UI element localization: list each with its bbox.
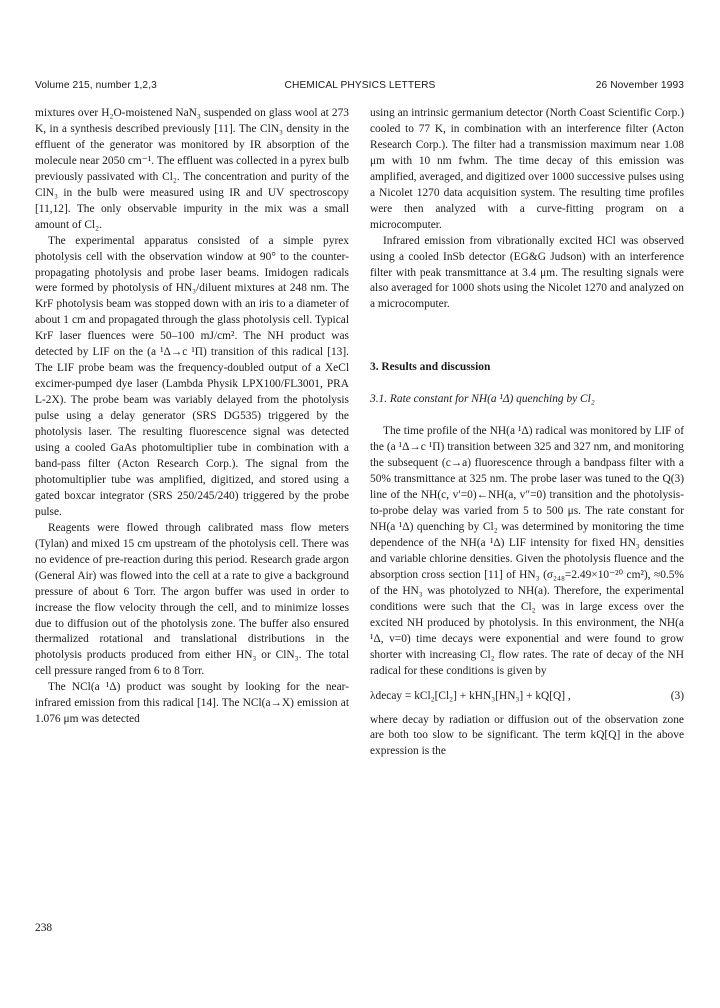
section-heading: 3. Results and discussion [370, 361, 491, 374]
equation-number: (3) [670, 689, 684, 702]
paragraph: Reagents were flowed through calibrated mass flow meters (Tylan) and mixed 15 cm upstream of the photolysis cell. There was no evidence of pre-reaction during this period. Research grade argon (General Air) was flowed into the cell at a rate to give a background pressure of about 6 Torr. The argon buffer was used in order to increase the flow velocity through the cell, and to minimize losses due to diffusion out of the photolysis zone. The buffer also ensured thermalized rotational and translational distributions in the photolysis products produced from either HN₃ or ClN₃. The total cell pressure ranged from 6 to 8 Torr. [35, 521, 349, 678]
equation-body: λdecay = kCl₂[Cl₂] + kHN₃[HN₃] + kQ[Q] , [370, 689, 571, 702]
running-header-volume: Volume 215, number 1,2,3 [35, 80, 157, 91]
paragraph: using an intrinsic germanium detector (North Coast Scientific Corp.) cooled to 77 K, in combination with an interference filter (Acton Research Corp.). The filter had a transmission maximum near 1.08 μm with 10 nm fwhm. The time decay of this emission was amplified, averaged, and digitized over 1000 successive pulses using a Nicolet 1270 data acquisition system. The resulting time profiles were then analyzed with a curve-fitting program on a microcomputer. [370, 107, 684, 231]
paragraph: The time profile of the NH(a ¹Δ) radical was monitored by LIF of the (a ¹Δ→c ¹Π) transition between 325 and 327 nm, and monitoring the subsequent (c→a) fluorescence through a bandpass filter with a 50% transmittance at 325 nm. The probe laser was tuned to the Q(3) line of the NH(c, v′=0)←NH(a, v″=0) transition and the photolysis-to-probe delay was varied from 5 to 500 μs. The rate constant for NH(a ¹Δ) quenching by Cl₂ was determined by monitoring the time dependence of the NH(a ¹Δ) LIF intensity for fixed HN₃ densities and variable chlorine densities. Given the photolysis fluence and the absorption cross section [11] of HN₃ (σ₂₄₈=2.49×10⁻²⁰ cm²), ≈0.5% of the HN₃ was photolyzed to NH(a). Therefore, the experimental conditions were such that the Cl₂ was in large excess over the excited NH produced by photolysis. In this environment, the NH(a ¹Δ, v=0) time decays were exponential and were found to grow shorter with increasing Cl₂ flow rates. The rate of decay of the NH radical for these conditions is given by [370, 425, 684, 677]
subsection-heading: 3.1. Rate constant for NH(a ¹Δ) quenching by Cl₂ [370, 393, 595, 406]
running-header-journal: CHEMICAL PHYSICS LETTERS [284, 80, 436, 91]
equation [370, 689, 684, 705]
paragraph: The experimental apparatus consisted of a simple pyrex photolysis cell with the observation window at 90° to the counter-propagating photolysis and probe laser beams. Imidogen radicals were formed by photolysis of HN₃/diluent mixtures at 248 nm. The KrF photolysis beam was stopped down with an iris to a diameter of about 1 cm and propagated through the glass photolysis cell. Typical KrF laser fluences were 50–100 mJ/cm². The NH product was detected by LIF on the (a ¹Δ→c ¹Π) transition of this radical [13]. The LIF probe beam was the frequency-doubled output of a XeCl excimer-pumped dye laser (Lambda Physik LPX100/FL3001, PRA L-2X). The probe beam was variably delayed from the photolysis pulse using a delay generator (SRS DG535) triggered by the photolysis laser. The resulting fluorescence signal was detected using a cooled GaAs photomultiplier tube in combination with a band-pass filter (Acton Research Corp.). The signal from the photomultiplier tube was amplified, digitized, and stored using a gated boxcar integrator (SRS 250/245/240) triggered by the probe pulse. [35, 234, 349, 518]
paragraph: mixtures over H₂O-moistened NaN₃ suspended on glass wool at 273 K, in a synthesis described previously [11]. The ClN₃ density in the effluent of the generator was monitored by IR absorption of the molecule near 2050 cm⁻¹. The effluent was collected in a pyrex bulb previously passivated with Cl₂. The concentration and purity of the ClN₃ in the bulb were measured using IR and UV spectroscopy [11,12]. The only observable impurity in the mix was a small amount of Cl₂. [35, 107, 349, 231]
paragraph: The NCl(a ¹Δ) product was sought by looking for the near-infrared emission from this radical [14]. The NCl(a→X) emission at 1.076 μm was detected [35, 681, 349, 726]
left-column [35, 106, 349, 728]
page-number: 238 [35, 922, 53, 934]
right-column [370, 106, 684, 760]
paragraph: where decay by radiation or diffusion out of the observation zone are both too slow to be significant. The term kQ[Q] in the above expression is the [370, 713, 684, 758]
paragraph: Infrared emission from vibrationally excited HCl was observed using a cooled InSb detector (EG&G Judson) with an interference filter with peak transmittance at 3.4 μm. The resulting signals were also averaged for 1000 shots using the Nicolet 1270 and analyzed on a microcomputer. [370, 234, 684, 311]
running-header-date: 26 November 1993 [595, 80, 684, 91]
